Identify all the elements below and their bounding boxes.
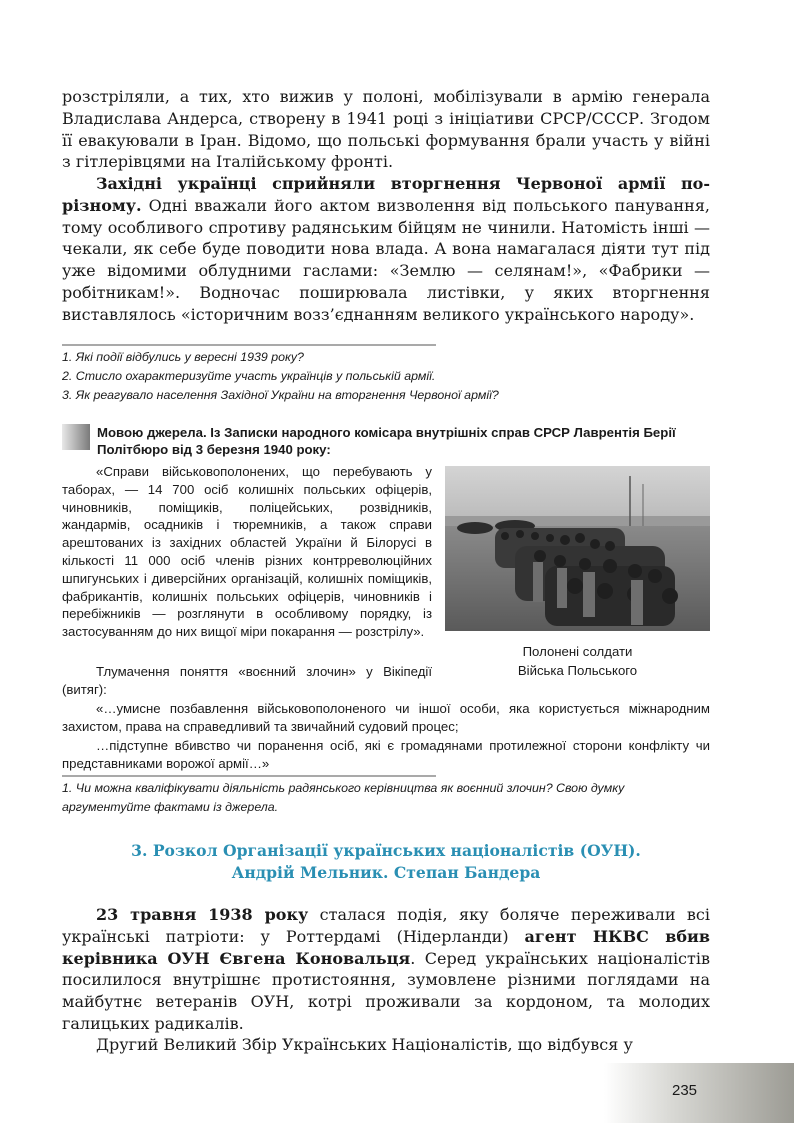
question-2: 2. Стисло охарактеризуйте участь українців у польській армії. [62,369,436,383]
questions-block-1 [62,348,712,405]
paragraph-4: Другий Великий Збір Українських Націоналістів, що відбувся у [96,1035,633,1054]
source-quote: «Справи військовополонених, що перебувають у таборах, — 14 700 осіб колишніх польських офіцерів, чиновників, поміщиків, поліцейських, розвідників, жандармів, осадників і тюремників, а також справи арештованих із західних областей України й Білорусі в кількості 11 000 осіб членів різних контрреволюційних шпигунських і диверсійних організацій, колишніх поміщиків, фабрикантів, колишніх польських офіцерів, чиновників і перебіжників — розглянути в особливому порядку, із застосуванням до них вищої міри покарання — розстрілу». [62,464,432,640]
question-4: 1. Чи можна кваліфікувати діяльність радянського керівництва як воєнний злочин? Свою думку аргументуйте фактами із джерела. [62,781,625,814]
paragraph-3: 23 травня 1938 року сталася подія, яку боляче переживали всі українські патріоти: у Роттердамі (Нідерланди) агент НКВС вбив керівника ОУН Євгена Коновальця. Серед українських націоналістів посилилося внутрішнє протистояння, зумовлене різними поглядами на майбутнє ветеранів ОУН, котрі проживали за кордоном, та молодих галицьких радикалів. [62,905,711,1033]
wiki-item-2: …підступне вбивство чи поранення осіб, які є громадянами протилежної сторони конфлікту чи представниками ворожої армії…» [62,738,710,771]
page-number: 235 [672,1082,698,1099]
source-title: Мовою джерела. Із Записки народного комісара внутрішніх справ СРСР Лаврентія Берії Політбюро від 3 березня 1940 року: [97,425,676,457]
divider-1 [62,344,436,346]
photo-caption: Полонені солдати Війська Польського [517,644,638,678]
paragraph-2-bold: Західні українці сприйняли вторгнення Червоної армії по-різному. [62,174,710,215]
prisoners-photo-image [445,466,710,631]
divider-2 [62,775,436,777]
wiki-item-1: «…умисне позбавлення військовополоненого чи іншої особи, яка користується міжнародним захистом, права на справедливий та звичайний судовий процес; [62,701,710,734]
questions-block-2 [62,779,710,817]
question-3: 3. Як реагувало населення Західної України на вторгнення Червоної армії? [62,388,499,402]
question-1: 1. Які події відбулись у вересні 1939 року? [62,350,304,364]
wiki-intro: Тлумачення поняття «воєнний злочин» у Вікіпедії (витяг): [62,664,432,697]
source-marker [62,424,90,450]
prisoners-photo [445,466,710,631]
section-heading: 3. Розкол Організації українських націоналістів (ОУН). Андрій Мельник. Степан Бандера [131,841,641,882]
paragraph-2: Західні українці сприйняли вторгнення Червоної армії по-різному. Одні вважали його актом визволення від польського панування, тому особливого спротиву радянським бійцям не чинили. Натомість інші — чекали, як себе буде поводити нова влада. А вона намагалася діяти тут під уже відомими облудними гаслами: «Землю — селянам!», «Фабрики — робітникам!». Водночас поширювала листівки, у яких вторгнення виставлялось «історичним возз’єднанням великого українського народу». [62,174,710,324]
paragraph-1: розстріляли, а тих, хто вижив у полоні, мобілізували в армію генерала Владислава Андерса, створену в 1941 році з ініціативи СРСР/СССР. Згодом її евакуювали в Іран. Відомо, що польські формування брали участь у війні з гітлерівцями на Італійському фронті. [62,87,710,172]
